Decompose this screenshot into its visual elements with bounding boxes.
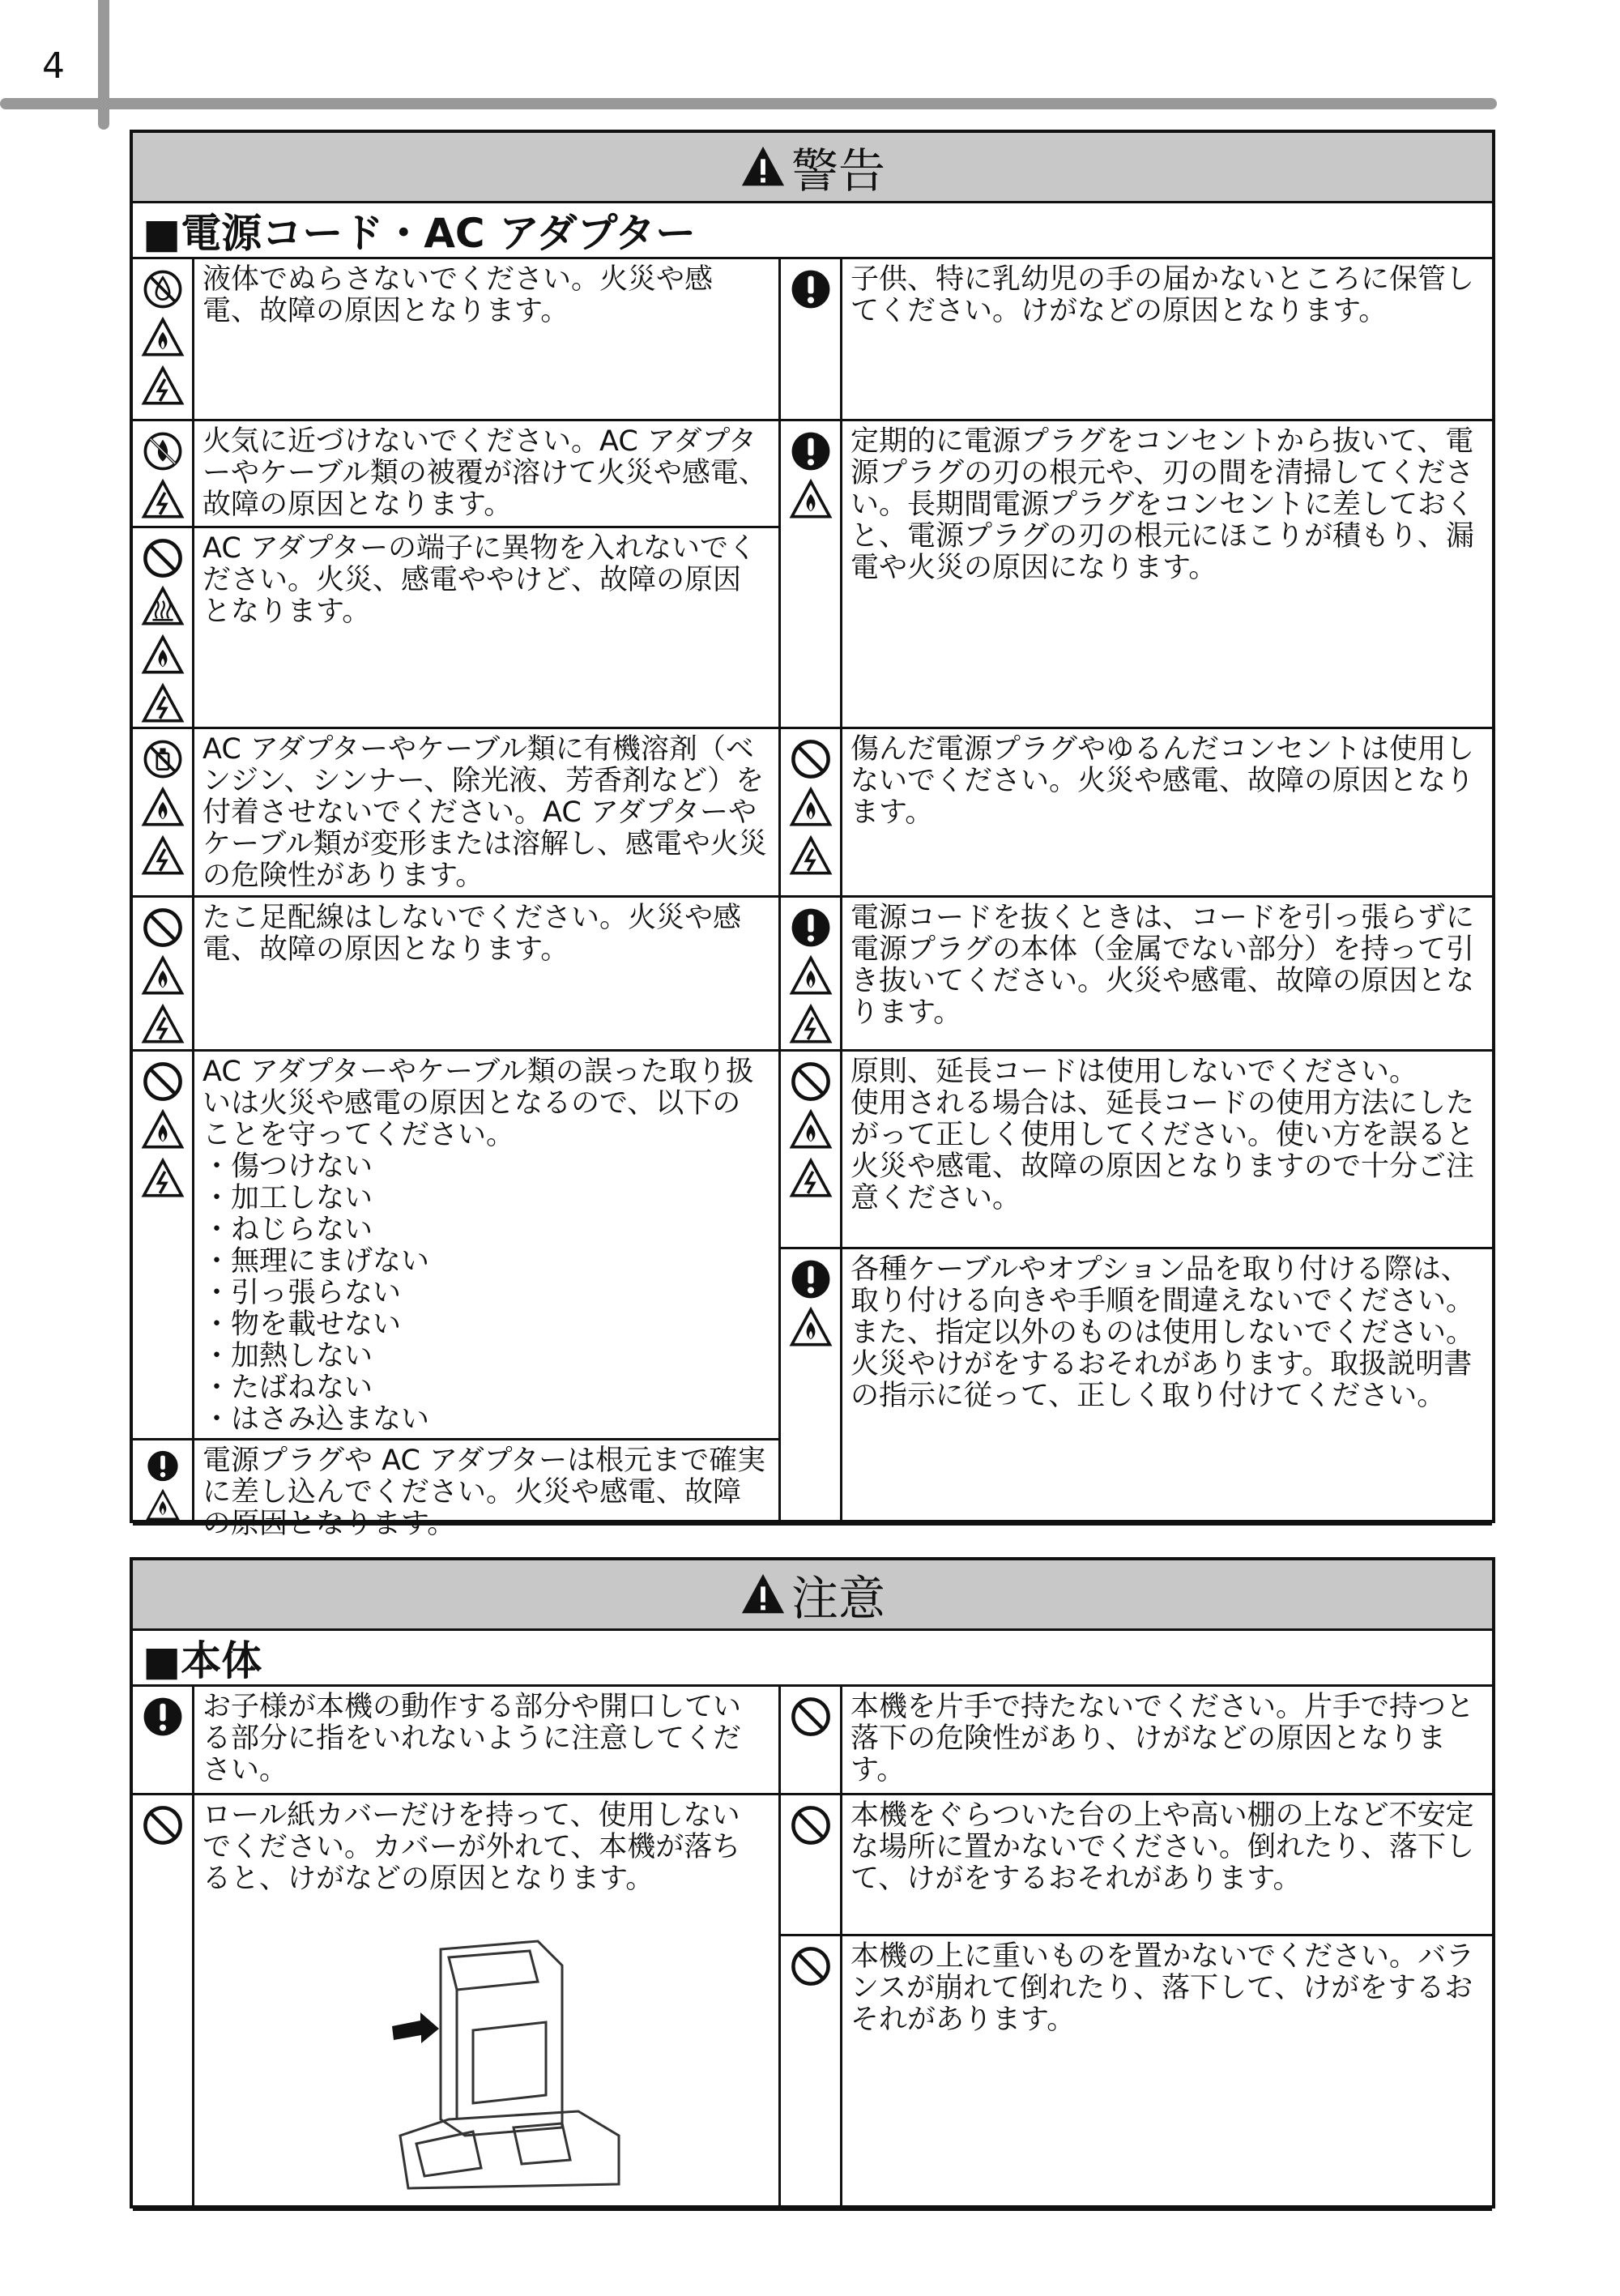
fire-hazard-icon xyxy=(141,634,185,677)
warning-cell xyxy=(133,898,781,1052)
warning-header xyxy=(133,133,1492,203)
warning-cell xyxy=(133,528,781,729)
warning-triangle-icon xyxy=(740,1571,787,1618)
mandatory-icon xyxy=(789,429,833,473)
warning-cell-text: AC アダプターの端子に異物を入れないでください。火災、感電ややけど、故障の原因となります。 xyxy=(202,532,757,628)
caution-cell-text: お子様が本機の動作する部分や開口している部分に指をいれないように注意してください。 xyxy=(202,1691,742,1786)
warning-title: 警告 xyxy=(791,143,885,198)
fire-hazard-icon xyxy=(141,316,185,360)
warning-subtitle: ■電源コード・AC アダプター xyxy=(133,203,1492,259)
page-number: 4 xyxy=(42,45,65,87)
no-fire-icon xyxy=(141,429,185,473)
warning-cell-text: 各種ケーブルやオプション品を取り付ける際は、取り付ける向きや手順を間違えないでください。 また、指定以外のものは使用しないでください。火災やけがをするおそれがあります。取扱説明書の指示に従って、正しく取り付けてください。 xyxy=(850,1253,1475,1412)
warning-cell-icons xyxy=(133,729,194,895)
no-water-icon xyxy=(141,267,185,311)
warning-cell-text: 定期的に電源プラグをコンセントから抜いて、電源プラグの刃の根元や、刃の間を清掃してください。長期間電源プラグをコンセントに差しておくと、電源プラグの刃の根元にほこりが積もり、漏電や火災の原因になります。 xyxy=(850,425,1475,584)
caution-subtitle: ■本体 xyxy=(133,1631,1492,1687)
warning-section xyxy=(130,130,1495,1540)
printer-illustration xyxy=(376,1933,635,2192)
mandatory-icon xyxy=(789,906,833,950)
fire-hazard-icon xyxy=(141,954,185,998)
warning-cell xyxy=(781,1052,1492,1249)
caution-cell xyxy=(781,1795,1492,1936)
warning-cell xyxy=(133,1440,781,1540)
caution-cell-text: 本機を片手で持たないでください。片手で持つと落下の危険性があり、けがなどの原因となります。 xyxy=(850,1691,1475,1786)
caution-cell-text: ロール紙カバーだけを持って、使用しないでください。カバーが外れて、本機が落ちると、けがなどの原因となります。 xyxy=(202,1799,741,1895)
warning-cell-text: 子供、特に乳幼児の手の届かないところに保管してください。けがなどの原因となります。 xyxy=(850,263,1475,327)
caution-cell xyxy=(133,1687,781,1795)
mandatory-icon xyxy=(789,1257,833,1301)
warning-cell-icons xyxy=(781,421,842,727)
warning-grid xyxy=(133,259,1492,1540)
caution-cell xyxy=(133,1795,781,2211)
heat-hazard-icon xyxy=(141,585,185,629)
shock-hazard-icon xyxy=(789,834,833,878)
shock-hazard-icon xyxy=(141,1157,185,1201)
shock-hazard-icon xyxy=(141,834,185,878)
shock-hazard-icon xyxy=(141,365,185,408)
warning-triangle-icon xyxy=(740,143,787,190)
prohibited-icon xyxy=(141,1803,185,1847)
warning-cell xyxy=(781,1249,1492,1526)
fire-hazard-icon xyxy=(141,786,185,830)
caution-cell-icons xyxy=(781,1687,842,1793)
prohibited-icon xyxy=(141,906,185,950)
prohibited-icon xyxy=(789,737,833,781)
warning-cell-icons xyxy=(133,259,194,419)
caution-cell-icons xyxy=(133,1687,194,1793)
warning-cell-text: たこ足配線はしないでください。火災や感電、故障の原因となります。 xyxy=(202,902,742,966)
warning-cell-icons xyxy=(133,898,194,1049)
prohibited-icon xyxy=(789,1695,833,1739)
warning-cell-text: 火気に近づけないでください。AC アダプターやケーブル類の被覆が溶けて火災や感電、故障の原因となります。 xyxy=(202,425,767,521)
caution-grid xyxy=(133,1687,1492,2211)
warning-cell xyxy=(781,259,1492,421)
caution-cell-icons xyxy=(781,1936,842,2209)
warning-cell-text: 電源コードを抜くときは、コードを引っ張らずに電源プラグの本体（金属でない部分）を持って引き抜いてください。火災や感電、故障の原因となります。 xyxy=(850,902,1475,1029)
caution-cell-icons xyxy=(133,1795,194,2209)
fire-hazard-icon xyxy=(141,1108,185,1152)
caution-cell-icons xyxy=(781,1795,842,1934)
warning-cell-icons xyxy=(133,421,194,526)
warning-cell-icons xyxy=(133,528,194,727)
shock-hazard-icon xyxy=(141,682,185,726)
warning-cell-icons xyxy=(781,1052,842,1247)
caution-title: 注意 xyxy=(791,1571,885,1626)
warning-cell-icons xyxy=(781,729,842,895)
mandatory-icon xyxy=(141,1449,185,1483)
prohibited-icon xyxy=(789,1944,833,1988)
fire-hazard-icon xyxy=(789,478,833,522)
caution-header xyxy=(133,1560,1492,1631)
prohibited-icon xyxy=(789,1803,833,1847)
warning-cell-icons xyxy=(781,259,842,419)
caution-section xyxy=(130,1557,1495,2209)
warning-cell xyxy=(133,729,781,898)
caution-cell-text: 本機をぐらついた台の上や高い棚の上など不安定な場所に置かないでください。倒れたり、落下して、けがをするおそれがあります。 xyxy=(850,1799,1475,1895)
warning-cell xyxy=(133,259,781,421)
caution-cell xyxy=(781,1936,1492,2211)
caution-cell-text: 本機の上に重いものを置かないでください。バランスが崩れて倒れたり、落下して、けがをするおそれがあります。 xyxy=(850,1940,1475,2036)
warning-cell-icons xyxy=(781,1249,842,1523)
warning-cell-text: AC アダプターやケーブル類に有機溶剤（ベンジン、シンナー、除光液、芳香剤など）を付着させないでください。AC アダプターやケーブル類が変形または溶解し、感電や火災の危険性があります。 xyxy=(202,733,767,892)
warning-cell-icons xyxy=(781,898,842,1049)
warning-cell-text: 原則、延長コードは使用しないでください。 使用される場合は、延長コードの使用方法にしたがって正しく使用してください。使い方を誤ると火災や感電、故障の原因となりますので十分ご注意ください。 xyxy=(850,1056,1475,1214)
warning-cell xyxy=(781,421,1492,729)
warning-cell-text: 傷んだ電源プラグやゆるんだコンセントは使用しないでください。火災や感電、故障の原因となります。 xyxy=(850,733,1475,829)
no-solvent-icon xyxy=(141,737,185,781)
mandatory-icon xyxy=(141,1695,185,1739)
shock-hazard-icon xyxy=(141,478,185,522)
warning-cell xyxy=(133,421,781,528)
margin-rule xyxy=(98,0,109,130)
shock-hazard-icon xyxy=(789,1003,833,1047)
shock-hazard-icon xyxy=(141,1003,185,1047)
fire-hazard-icon xyxy=(789,1108,833,1152)
fire-hazard-icon xyxy=(789,1306,833,1350)
fire-hazard-icon xyxy=(789,786,833,830)
warning-cell xyxy=(133,1052,781,1440)
warning-cell-icons xyxy=(133,1440,194,1523)
warning-cell-text: 電源プラグや AC アダプターは根元まで確実に差し込んでください。火災や感電、故障の原因となります。 xyxy=(202,1445,766,1540)
warning-cell-text: AC アダプターやケーブル類の誤った取り扱いは火災や感電の原因となるので、以下のことを守ってください。 ・傷つけない ・加工しない ・ねじらない ・無理にまげない ・引っ張らない ・物を載せない ・加熱しない ・たばねない ・はさみ込まない xyxy=(202,1056,754,1436)
header-rule xyxy=(0,98,1497,109)
caution-cell xyxy=(781,1687,1492,1795)
mandatory-icon xyxy=(789,267,833,311)
warning-cell-icons xyxy=(133,1052,194,1438)
fire-hazard-icon xyxy=(789,954,833,998)
shock-hazard-icon xyxy=(789,1157,833,1201)
prohibited-icon xyxy=(141,1060,185,1103)
warning-cell xyxy=(781,898,1492,1052)
warning-cell xyxy=(781,729,1492,898)
warning-cell-text: 液体でぬらさないでください。火災や感電、故障の原因となります。 xyxy=(202,263,714,327)
fire-hazard-icon xyxy=(141,1488,185,1523)
prohibited-icon xyxy=(141,536,185,580)
prohibited-icon xyxy=(789,1060,833,1103)
